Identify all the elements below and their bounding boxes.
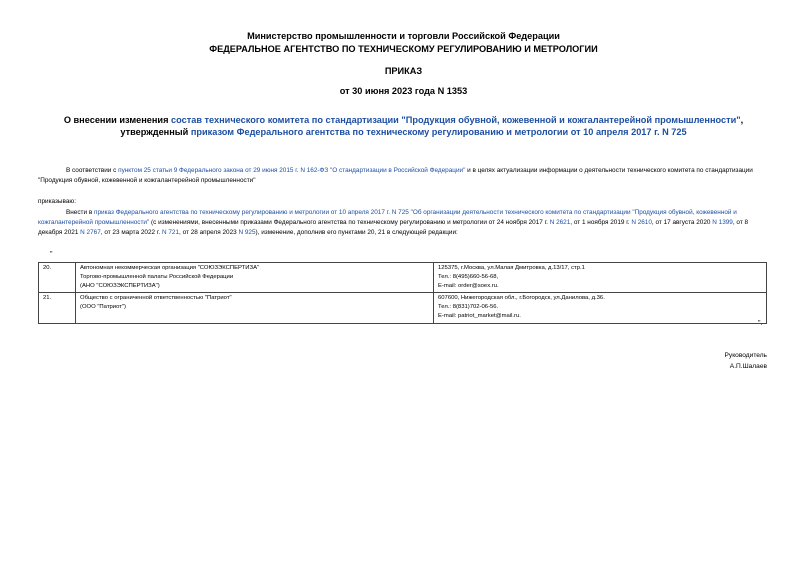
- org-cell: [76, 293, 434, 323]
- signature-name: А.П.Шалаев: [729, 363, 767, 370]
- doc-type: ПРИКАЗ: [384, 66, 423, 76]
- order-725-link[interactable]: приказ Федерального агентства по техническому регулированию и метрологии от 10 апреля 2017 г. N 725 "Об организации деятельности технического комитета по стандартизации "Продукция обувной, кожевенной и кожгалантерейной промышленности": [38, 209, 737, 226]
- order-1399-link[interactable]: N 1399: [712, 218, 733, 226]
- contact-line: Тел.: 8(495)660-56-68,: [438, 273, 499, 280]
- title-mid: , утвержденный: [120, 115, 744, 137]
- committee-members-table: [38, 262, 767, 324]
- org-line: (ООО "Патриот"): [80, 304, 126, 311]
- law-link[interactable]: пунктом 25 статьи 9 Федерального закона от 29 июня 2015 г. N 162-ФЗ "О стандартизации в Российской Федерации": [118, 167, 466, 174]
- amend-text-5: , от 8 декабря 2021: [38, 218, 749, 236]
- contact-line: Тел.: 8(831)702-06-56.: [438, 304, 499, 311]
- amend-text-8: ), изменение, дополнив его пунктами 20, 21 в следующей редакции:: [255, 228, 458, 236]
- amend-text-7: , от 28 апреля 2023: [179, 228, 239, 236]
- contact-line: 607600, Нижегородская обл., г.Богородск, ул.Данилова, д.36.: [438, 295, 605, 302]
- contact-cell: [434, 293, 767, 323]
- document-title: [30, 114, 777, 138]
- contact-line: E-mail: order@soex.ru.: [438, 282, 499, 289]
- preamble-text-2: и в целях актуализации информации о деятельности технического комитета по стандартизации "Продукция обувной, кожевенной и кожгалантерейной промышленности": [38, 167, 753, 184]
- quote-close: ".: [758, 320, 763, 327]
- order-2767-link[interactable]: N 2767: [80, 228, 101, 236]
- amend-text-3: , от 1 ноября 2019 г.: [570, 218, 632, 226]
- doc-date-number: от 30 июня 2023 года N 1353: [339, 86, 468, 96]
- table-row: [39, 293, 767, 323]
- row-number: 20.: [39, 263, 76, 293]
- amend-text-2: (с изменениями, внесенными приказами Федерального агентства по техническому регулированию и метрологии от 24 ноября 2017 г.: [149, 218, 550, 226]
- agency-name: ФЕДЕРАЛЬНОЕ АГЕНТСТВО ПО ТЕХНИЧЕСКОМУ РЕГУЛИРОВАНИЮ И МЕТРОЛОГИИ: [209, 44, 598, 54]
- org-line: Общество с ограниченной ответственностью "Патриот": [80, 295, 232, 302]
- title-link-committee[interactable]: состав технического комитета по стандартизации "Продукция обувной, кожевенной и кожгалантерейной промышленности": [171, 115, 741, 125]
- amend-text-6: , от 23 марта 2022 г.: [100, 228, 162, 236]
- title-prefix: О внесении изменения: [63, 115, 171, 125]
- row-number: 21.: [39, 293, 76, 323]
- amend-text-4: , от 17 августа 2020: [651, 218, 713, 226]
- preamble-paragraph: [38, 166, 768, 186]
- order-721-link[interactable]: N 721: [161, 228, 180, 236]
- order-2621-link[interactable]: N 2621: [549, 218, 571, 226]
- amend-text-1: Внести в: [66, 209, 94, 216]
- org-line: Автономная некоммерческая организация "СОЮЗЭКСПЕРТИЗА": [80, 265, 260, 271]
- org-line: Торгово-промышленной палаты Российской Федерации: [80, 273, 234, 280]
- table-row: [39, 263, 767, 293]
- contact-cell: [434, 263, 767, 293]
- quote-open: ": [50, 251, 53, 258]
- org-cell: [76, 263, 434, 293]
- order-925-link[interactable]: N 925: [238, 228, 256, 236]
- org-line: (АНО "СОЮЗЭКСПЕРТИЗА"): [80, 282, 160, 289]
- signature-position: Руководитель: [724, 352, 767, 359]
- preamble-text-1: В соответствии с: [66, 167, 119, 174]
- contact-line: 125375, г.Москва, ул.Малая Дмитровка, д.13/17, стр.1: [438, 265, 585, 271]
- ministry-name: Министерство промышленности и торговли Российской Федерации: [247, 31, 560, 41]
- order-word: приказываю:: [38, 198, 76, 205]
- title-link-order[interactable]: приказом Федерального агентства по техническому регулированию и метрологии от 10 апреля 2017 г. N 725: [190, 127, 687, 137]
- order-2610-link[interactable]: N 2610: [631, 218, 652, 226]
- amendment-paragraph: [38, 208, 768, 237]
- contact-line: E-mail: patriot_market@mail.ru.: [438, 312, 521, 319]
